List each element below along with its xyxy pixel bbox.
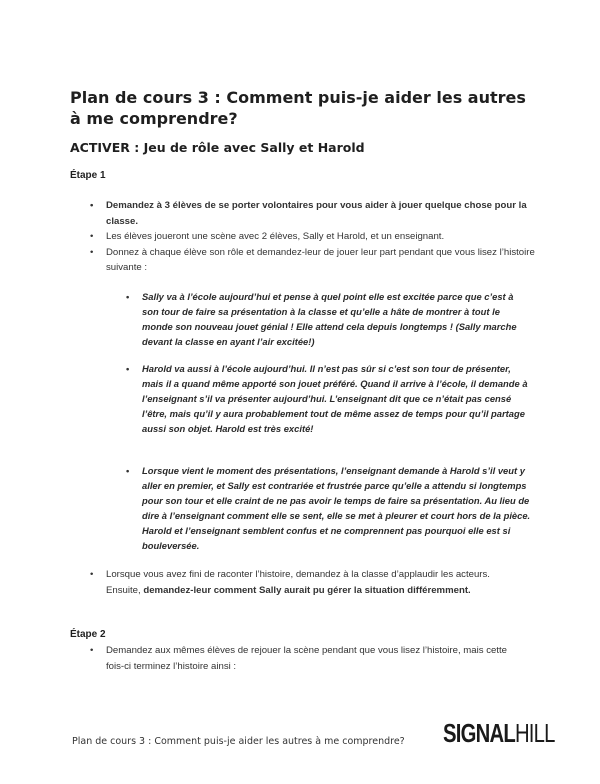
story-list-3 [142, 463, 532, 553]
story-paragraph: • Lorsque vient le moment des présentations, l’enseignant demande à Harold s’il veut y aller en premier, et Sally est contrariée et frustrée parce qu’elle a attendu si longtemps pour son tour et elle craint de ne pas avoir le temps de faire sa présentation. Au lieu de dire à l’enseignant comment elle se sent, elle se met à pleurer et court hors de la pièce. Harold et l’enseignant semblent confus et ne comprennent pas pourquoi elle est si bouleversée. [142, 463, 532, 553]
followup-bold-text: demandez-leur comment Sally aurait pu gérer la situation différemment. [143, 584, 471, 596]
list-item: • Les élèves joueront une scène avec 2 élèves, Sally et Harold, et un enseignant. [106, 229, 546, 245]
section-subtitle: ACTIVER : Jeu de rôle avec Sally et Harold [70, 140, 365, 155]
footer-text: Plan de cours 3 : Comment puis-je aider les autres à me comprendre? [72, 736, 405, 747]
story-paragraph: • Harold va aussi à l’école aujourd’hui. Il n’est pas sûr si c’est son tour de présenter, mais il a quand même apporté son jouet préféré. Quand il arrive à l’école, il demande à l’enseignant s’il va présenter aujourd’hui. L’enseignant dit que ce n’était pas censé l’être, mais qu’il y aura probablement tout de même assez de temps pour qu’il partage aussi son objet. Harold est très excité! [142, 361, 532, 436]
step-1-followup [106, 567, 526, 598]
signal-hill-logo [443, 718, 555, 748]
story-list-1 [142, 289, 532, 349]
list-item: • Demandez aux mêmes élèves de rejouer la scène pendant que vous lisez l’histoire, mais cette fois-ci terminez l’histoire ainsi : [106, 643, 526, 674]
step-1-list [106, 198, 546, 276]
list-item: • Demandez à 3 élèves de se porter volontaires pour vous aider à jouer quelque chose pour la classe. [106, 198, 546, 229]
step-2-list [106, 643, 526, 674]
logo-part-2: HILL [514, 718, 555, 748]
story-paragraph: • Sally va à l’école aujourd’hui et pense à quel point elle est excitée parce que c’est à son tour de faire sa présentation à la classe et qu’elle a hâte de montrer à tout le monde son nouveau jouet génial ! Elle attend cela depuis longtemps ! (Sally marche devant la classe en ayant l’air excitée!) [142, 289, 532, 349]
step-1-label: Étape 1 [70, 170, 106, 181]
list-item: • Donnez à chaque élève son rôle et demandez-leur de jouer leur part pendant que vous lisez l’histoire suivante : [106, 245, 546, 276]
story-list-2 [142, 361, 532, 436]
step-2-label: Étape 2 [70, 629, 106, 640]
list-item [106, 567, 526, 598]
page-title: Plan de cours 3 : Comment puis-je aider les autres à me comprendre? [70, 88, 526, 128]
followup-text: Lorsque vous avez fini de raconter l’histoire, demandez à la classe d’applaudir les acteurs. Ensuite, [106, 569, 490, 596]
logo-part-1: SIGNAL [443, 718, 515, 748]
